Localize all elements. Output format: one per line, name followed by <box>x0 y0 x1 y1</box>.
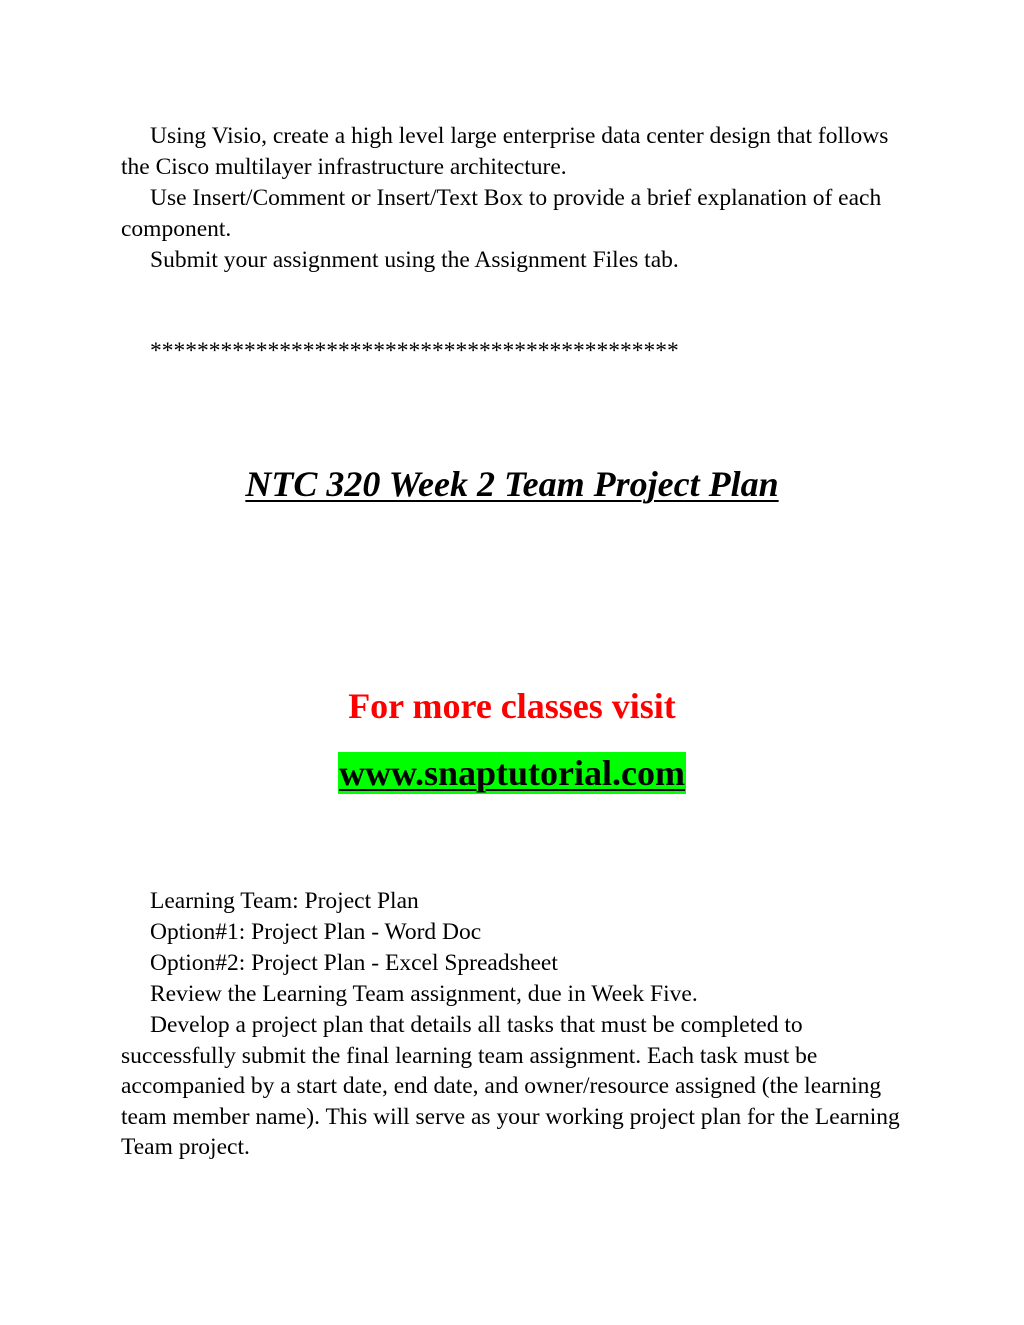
intro-paragraph-3: Submit your assignment using the Assignment Files tab. <box>150 247 679 273</box>
body-paragraph-4: Review the Learning Team assignment, due in Week Five. <box>150 981 698 1007</box>
promo-link-container <box>0 752 1024 794</box>
promo-text: For more classes visit <box>348 686 676 726</box>
body-paragraph-2: Option#1: Project Plan - Word Doc <box>150 919 482 945</box>
intro-paragraph-2: Use Insert/Comment or Insert/Text Box to provide a brief explanation of each component. <box>121 185 882 242</box>
asterisk-separator: ********************************************* <box>150 338 679 364</box>
body-paragraph-1: Learning Team: Project Plan <box>150 888 419 914</box>
body-paragraph-5: Develop a project plan that details all tasks that must be completed to successfully submit the final learning team assignment. Each task must be accompanied by a start date, end date, and owner/resource assigned (the learning team member name). This will serve as your working project plan for the Learning Team project. <box>121 1012 900 1161</box>
intro-paragraph-1: Using Visio, create a high level large enterprise data center design that follows the Cisco multilayer infrastructure architecture. <box>121 123 889 180</box>
snaptutorial-link[interactable]: www.snaptutorial.com <box>338 753 685 793</box>
body-paragraph-3: Option#2: Project Plan - Excel Spreadsheet <box>150 950 558 976</box>
document-title: NTC 320 Week 2 Team Project Plan <box>245 464 779 504</box>
